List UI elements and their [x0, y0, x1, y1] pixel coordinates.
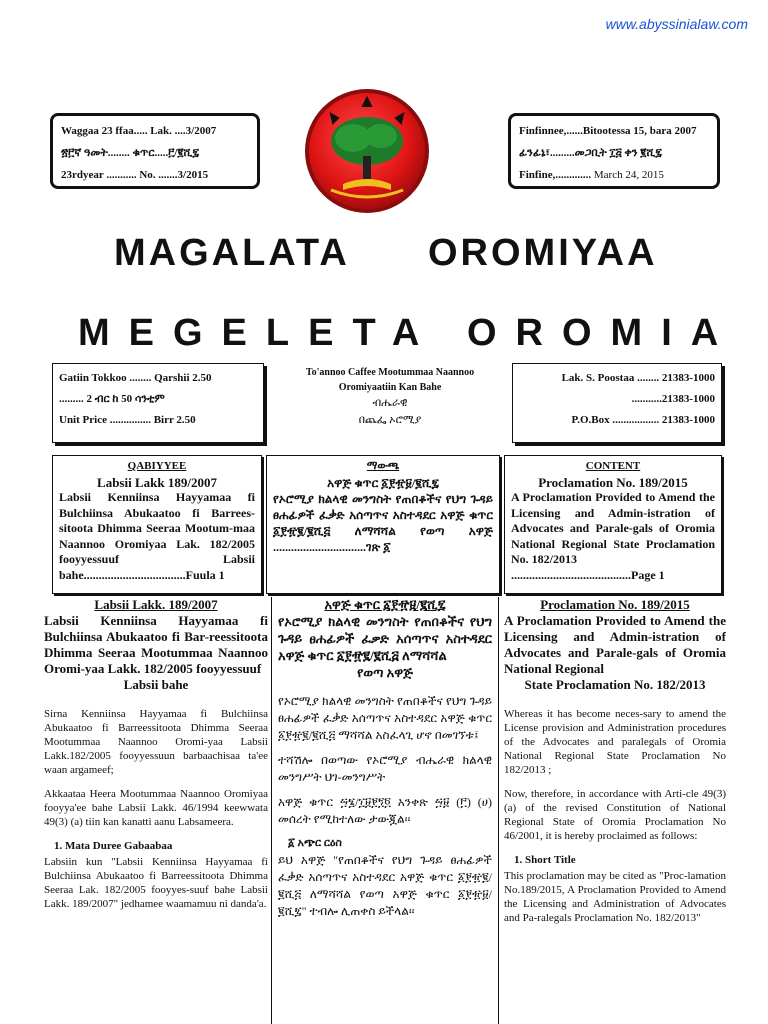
publisher-box — [276, 363, 504, 443]
preamble-paragraph: Sirna Kenniinsa Hayyamaa fi Bulchiinsa Abukaatoo fi Barreessitoota Dhimma Seeraa Mootummaa Naannoo Oromi-yaa Labsii Lakk.182/2005 fooyyessuun barbaachisaa ta'ee waan argameef; — [44, 708, 268, 776]
issue-info-box-right — [508, 113, 720, 189]
publisher-line-4: በጨፌ ኦሮሚያ — [358, 414, 422, 426]
preamble-paragraph: የኦሮሚያ ክልላዊ መንግስት የጠበቆችና የህግ ጉዳይ ፀሐፊዎች ፈቃድ አሰጣጥና አስተዳደር አዋጅ ቁጥር ፩፻፹፪/፪ሺ፭ ማሻሻል አስፈላጊ ሆኖ በመገኘቱ፤ — [278, 694, 492, 742]
masthead-word-oromia: OROMIA — [467, 312, 738, 354]
column-english — [504, 597, 726, 1024]
publication-info-row — [52, 363, 722, 443]
price-line-oromo: Gatiin Tokkoo ........ Qarshii 2.50 — [59, 372, 212, 384]
section-heading: 1. Short Title — [514, 854, 576, 866]
contents-box-english — [504, 455, 722, 594]
masthead-word-magalata: MAGALATA — [114, 232, 350, 274]
publisher-line-2: Oromiyaatiin Kan Bahe — [338, 382, 442, 393]
date-line-english — [519, 164, 709, 186]
masthead-title-english — [0, 312, 768, 362]
po-line-1: Lak. S. Poostaa ........ 21383-1000 — [561, 372, 715, 384]
contents-box-oromo — [52, 455, 262, 594]
proclamation-title-end: Labsii bahe — [123, 677, 189, 692]
section-heading: ፩ አጭር ርዕስ — [288, 837, 342, 849]
date-line-amharic: ፊንፊኔ፣.........መጋቢት ፲፭ ቀን ፪ሺ፯ — [519, 147, 662, 159]
contents-subheading: Labsii Lakk 189/2007 — [97, 474, 217, 490]
contents-box-amharic — [266, 455, 500, 594]
publisher-line-3: ብሔራዊ — [372, 397, 408, 409]
section-heading: 1. Mata Duree Gabaabaa — [54, 840, 173, 852]
masthead-word-oromiyaa: OROMIYAA — [428, 232, 658, 274]
column-oromo — [44, 597, 268, 1024]
contents-entry[interactable]: የኦሮሚያ ክልላዊ መንግስት የጠበቆችና የህግ ጉዳይ ፀሐፊዎች ፈቃድ አሰጣጥና አስተዳደር አዋጅ ቁጥር ፩፻፹፪/፪ሺ፭ ለማሻሻል የወጣ አዋጅ ...............................ገጽ ፩ — [273, 491, 493, 554]
price-line-amharic: ......... 2 ብር ከ 50 ሳንቲም — [59, 393, 165, 405]
contents-entry[interactable]: Labsii Kenniinsa Hayyamaa fi Bulchiinsa Abukaatoo fi Barrees-sitoota Dhimma Seeraa Mootum-maa Naannoo Oromiyaa Lak. 182/2005 fooyyessuuf Labsii bahe..................................Fuula 1 — [59, 490, 255, 582]
column-heading: አዋጅ ቁጥር ፩፻፹፱/፪ሺ፯ — [324, 597, 446, 612]
preamble-paragraph: Whereas it has become neces-sary to amend the License provision and Administration procedures of the Advocates and paralegals of Oromia National Regional State Proclamation No 182/2013 ; — [504, 708, 726, 776]
contents-entry[interactable]: A Proclamation Provided to Amend the Licensing and Admin-istration of Advocates and Parale-gals of Oromia National Regional State Proclamation No. 182/2013 — [511, 490, 715, 566]
contents-heading: ማውጫ — [366, 460, 400, 472]
proclamation-title: የኦሮሚያ ክልላዊ መንግስት የጠበቆችና የህግ ጉዳይ ፀሐፊዎች ፈቃድ አሰጣጥና አስተዳደር አዋጅ ቁጥር ፩፻፹፪/፪ሺ፭ ለማሻሻል — [278, 614, 492, 663]
date-value: March 24, 2015 — [593, 169, 664, 181]
unit-price-box — [52, 363, 264, 443]
contents-heading: CONTENT — [585, 460, 641, 472]
section-paragraph: This proclamation may be cited as "Proc-lamation No.189/2015, A Proclamation Provided to Amend the Licensing and Administration of Advocates and Pa-ralegals Proclamation No. 182/2013" — [504, 870, 726, 924]
contents-heading: QABIYYEE — [127, 460, 187, 472]
column-heading: Labsii Lakk. 189/2007 — [94, 597, 218, 612]
po-line-2: ...........21383-1000 — [631, 393, 715, 405]
contents-subheading: አዋጅ ቁጥር ፩፻፹፱/፪ሺ፯ — [327, 475, 439, 490]
enactment-paragraph: Now, therefore, in accordance with Arti-cle 49(3)(a) of the revised Constitution of National Regional State of Oromia Proclamation No 46/2001, it is hereby proclaimed as follows: — [504, 788, 726, 842]
masthead-word-megeleta: MEGELETA — [78, 312, 439, 354]
enactment-paragraph: አዋጅ ቁጥር ፵፮/፲፱፻፺፬ አንቀጽ ፵፱ (፫) (ሀ) መሰረት የሚከተለው ታውጇል፡፡ — [278, 795, 492, 826]
po-line-3: P.O.Box ................. 21383-1000 — [571, 414, 715, 426]
proclamation-title: Labsii Kenniinsa Hayyamaa fi Bulchiinsa Abukaatoo fi Bar-reessitoota Dhimma Seeraa Mootummaa Naannoo Oromi-yaa Lakk. 182/2005 fooyyessuuf — [44, 613, 268, 676]
issue-info-box-left — [50, 113, 260, 189]
date-line-oromo: Finfinnee,......Bitootessa 15, bara 2007 — [519, 125, 697, 137]
website-url[interactable]: www.abyssinialaw.com — [605, 16, 748, 32]
po-box-info — [512, 363, 722, 443]
oromia-emblem-logo — [303, 86, 431, 216]
column-heading: Proclamation No. 189/2015 — [540, 597, 690, 612]
proclamation-title-end: የወጣ አዋጅ — [357, 665, 413, 680]
section-paragraph: Labsiin kun "Labsii Kenniinsa Hayyamaa fi Bulchiinsa Abukaatoo fi Barreessitoota Dhimma Seeraa Lak. 182/2005 fooyyes-suuf bahe Labsii Lakk. 189/2007" jedhamee waamamuu ni danda'a. — [44, 856, 268, 910]
date-label: Finfine,............. — [519, 169, 594, 181]
section-paragraph: ይህ አዋጅ "የጠበቆችና የህግ ጉዳይ ፀሐፊዎች ፈቃድ አሰጣጥና አስተዳደር አዋጅ ቁጥር ፩፻፹፪/፪ሺ፭ ለማሻሻል የወጣ አዋጅ ቁጥር ፩፻፹፱/፪ሺ፯" ተብሎ ሊጠቀስ ይችላል፡፡ — [278, 853, 492, 918]
column-amharic — [271, 597, 499, 1024]
publisher-line-1: To'annoo Caffee Mootummaa Naannoo — [305, 367, 475, 378]
enactment-paragraph: Akkaataa Heera Mootummaa Naannoo Oromiyaa fooyya'ee bahe Labsii Lakk. 46/1994 keewwata 49(3) (a) tiin kan kanatti aanu Labsameera. — [44, 788, 268, 828]
proclamation-title-end: State Proclamation No. 182/2013 — [524, 677, 706, 692]
contents-subheading: Proclamation No. 189/2015 — [538, 474, 688, 490]
issue-line-amharic: ፳፫ኛ ዓመት........ ቁጥር.....፫/፪ሺ፯ — [61, 147, 200, 159]
price-line-english: Unit Price ............... Birr 2.50 — [59, 414, 196, 426]
contents-page-ref: ........................................Page 1 — [511, 567, 665, 582]
issue-line-english: 23rdyear ........... No. .......3/2015 — [61, 169, 209, 181]
constitution-paragraph: ተሻሽሎ በወጣው የኦሮሚያ ብሔራዊ ክልላዊ መንግሥት ህገ-መንግሥት — [278, 753, 492, 784]
masthead-title-oromo — [0, 232, 768, 282]
issue-line-oromo: Waggaa 23 ffaa..... Lak. ....3/2007 — [61, 125, 217, 137]
proclamation-title: A Proclamation Provided to Amend the Licensing and Admin-istration of Advocates and Parale-gals of Oromia National Regional — [504, 613, 726, 676]
